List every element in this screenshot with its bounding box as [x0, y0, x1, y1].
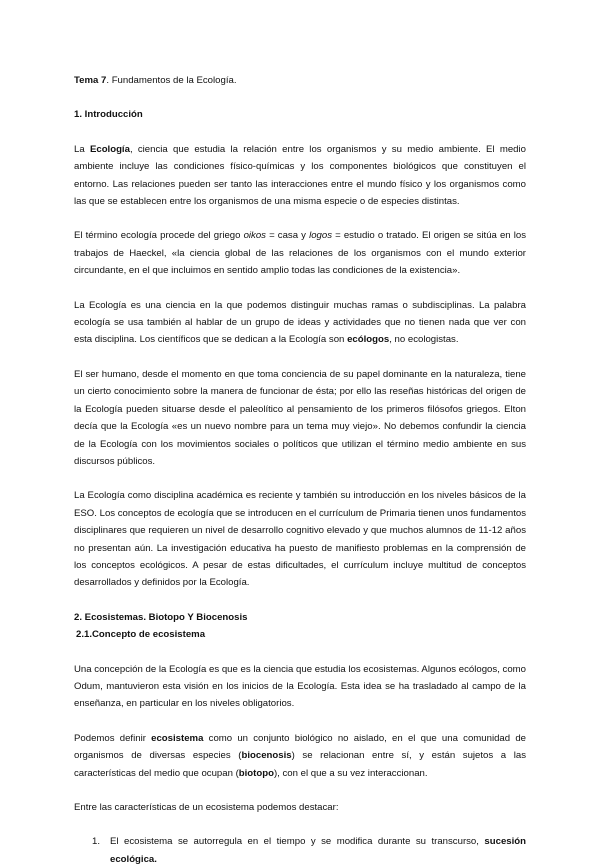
paragraph-2	[74, 227, 526, 279]
list-item	[74, 833, 526, 868]
term-ecologos: ecólogos	[347, 334, 390, 346]
p1-lead: La	[74, 143, 90, 155]
term-sucesion-ecologica: sucesión ecológica.	[110, 836, 526, 865]
term-oikos: oikos	[243, 230, 266, 242]
tema-label: Tema 7	[74, 75, 107, 86]
paragraph-5: La Ecología como disciplina académica es reciente y también su introducción en los niveles básicos de la ESO. Los conceptos de ecología que se introducen en el currículum de Primaria tienen unos fundamentos disciplinares que requieren un nivel de desarrollo cognitivo elevado y que muchos alumnos de 11-12 años no presentan aún. La investigación educativa ha puesto de manifiesto problemas en la comprensión de los conceptos ecológicos. A pesar de estas dificultades, el currículum incluye multitud de conceptos desarrollados y definidos por la Ecología.	[74, 490, 526, 589]
p1-text: , ciencia que estudia la relación entre los organismos y su medio ambiente. El medio ambiente incluye las condiciones físico-químicas y los componentes biológicos que constituyen el entorno. Las relaciones pueden ser tanto las interacciones entre el mundo físico y los organismos como las que se establecen entre los organismos de una misma especie o de especies distintas.	[74, 143, 526, 208]
term-ecosistema: ecosistema	[151, 732, 204, 744]
p7-c: ) se relacionan entre sí, y están sujetos a las características del medio que ocupan (	[74, 750, 526, 779]
p7-b: como un conjunto biológico no aislado, en el que una comunidad de organismos de diversas especies (	[74, 732, 526, 762]
paragraph-4: El ser humano, desde el momento en que toma conciencia de su papel dominante en la naturaleza, tiene un cierto conocimiento sobre la manera de funcionar de ésta; por ello las reseñas históricas del origen de la Ecología pueden situarse desde el paleolítico al pensamiento de los primeros filósofos griegos. Elton decía que la Ecología «es un nuevo nombre para un tema muy viejo». No debemos confundir la ciencia de la Ecología con los movimientos sociales o políticos que utilizan el término medio ambiente en sus discursos públicos.	[74, 368, 526, 467]
paragraph-6: Una concepción de la Ecología es que es la ciencia que estudia los ecosistemas. Algunos ecólogos, como Odum, mantuvieron esta visión en los inicios de la Ecología. Esta idea se ha trasladado al campo de la enseñanza, en particular en los niveles obligatorios.	[74, 663, 526, 710]
list-item-number: 1.	[92, 836, 101, 848]
section-heading-2: 2. Ecosistemas. Biotopo Y Biocenosis	[74, 611, 248, 623]
paragraph-8: Entre las características de un ecosistema podemos destacar:	[74, 802, 339, 813]
list-item-body: El ecosistema se autorregula en el tiempo y se modifica durante su transcurso,	[110, 836, 485, 848]
term-logos: logos	[309, 230, 333, 242]
p3-a: La Ecología es una ciencia en la que podemos distinguir muchas ramas o subdisciplinas. La palabra ecología se usa también al hablar de un grupo de ideas y actividades que no tienen nada que ver con esta disciplina. Los científicos que se dedican a la Ecología son	[74, 299, 526, 346]
subsection-heading-2-1: 2.1.Concepto de ecosistema	[76, 629, 206, 641]
term-biocenosis: biocenosis	[241, 750, 292, 762]
document-page	[74, 72, 526, 868]
tema-title: . Fundamentos de la Ecología.	[106, 75, 237, 86]
paragraph-3	[74, 297, 526, 349]
term-ecologia: Ecología	[89, 143, 130, 155]
paragraph-7	[74, 730, 526, 782]
section-heading-1: 1. Introducción	[74, 109, 143, 121]
p2-b: = casa y	[265, 230, 310, 242]
p7-a: Podemos definir	[74, 732, 152, 744]
list-item-text	[110, 833, 526, 868]
p2-c: = estudio o tratado. El origen se sitúa en los trabajos de Haeckel, «la ciencia global de las relaciones de los organismos con el mundo exterior circundante, en el que incluimos en sentido amplio todas las condiciones de la existencia».	[74, 230, 527, 277]
paragraph-1	[74, 141, 526, 211]
document-title	[74, 72, 526, 89]
p3-b: , no ecologistas.	[389, 334, 459, 346]
term-biotopo: biotopo	[238, 767, 274, 779]
p7-d: ), con el que a su vez interaccionan.	[273, 767, 428, 779]
p2-a: El término ecología procede del griego	[74, 230, 244, 242]
